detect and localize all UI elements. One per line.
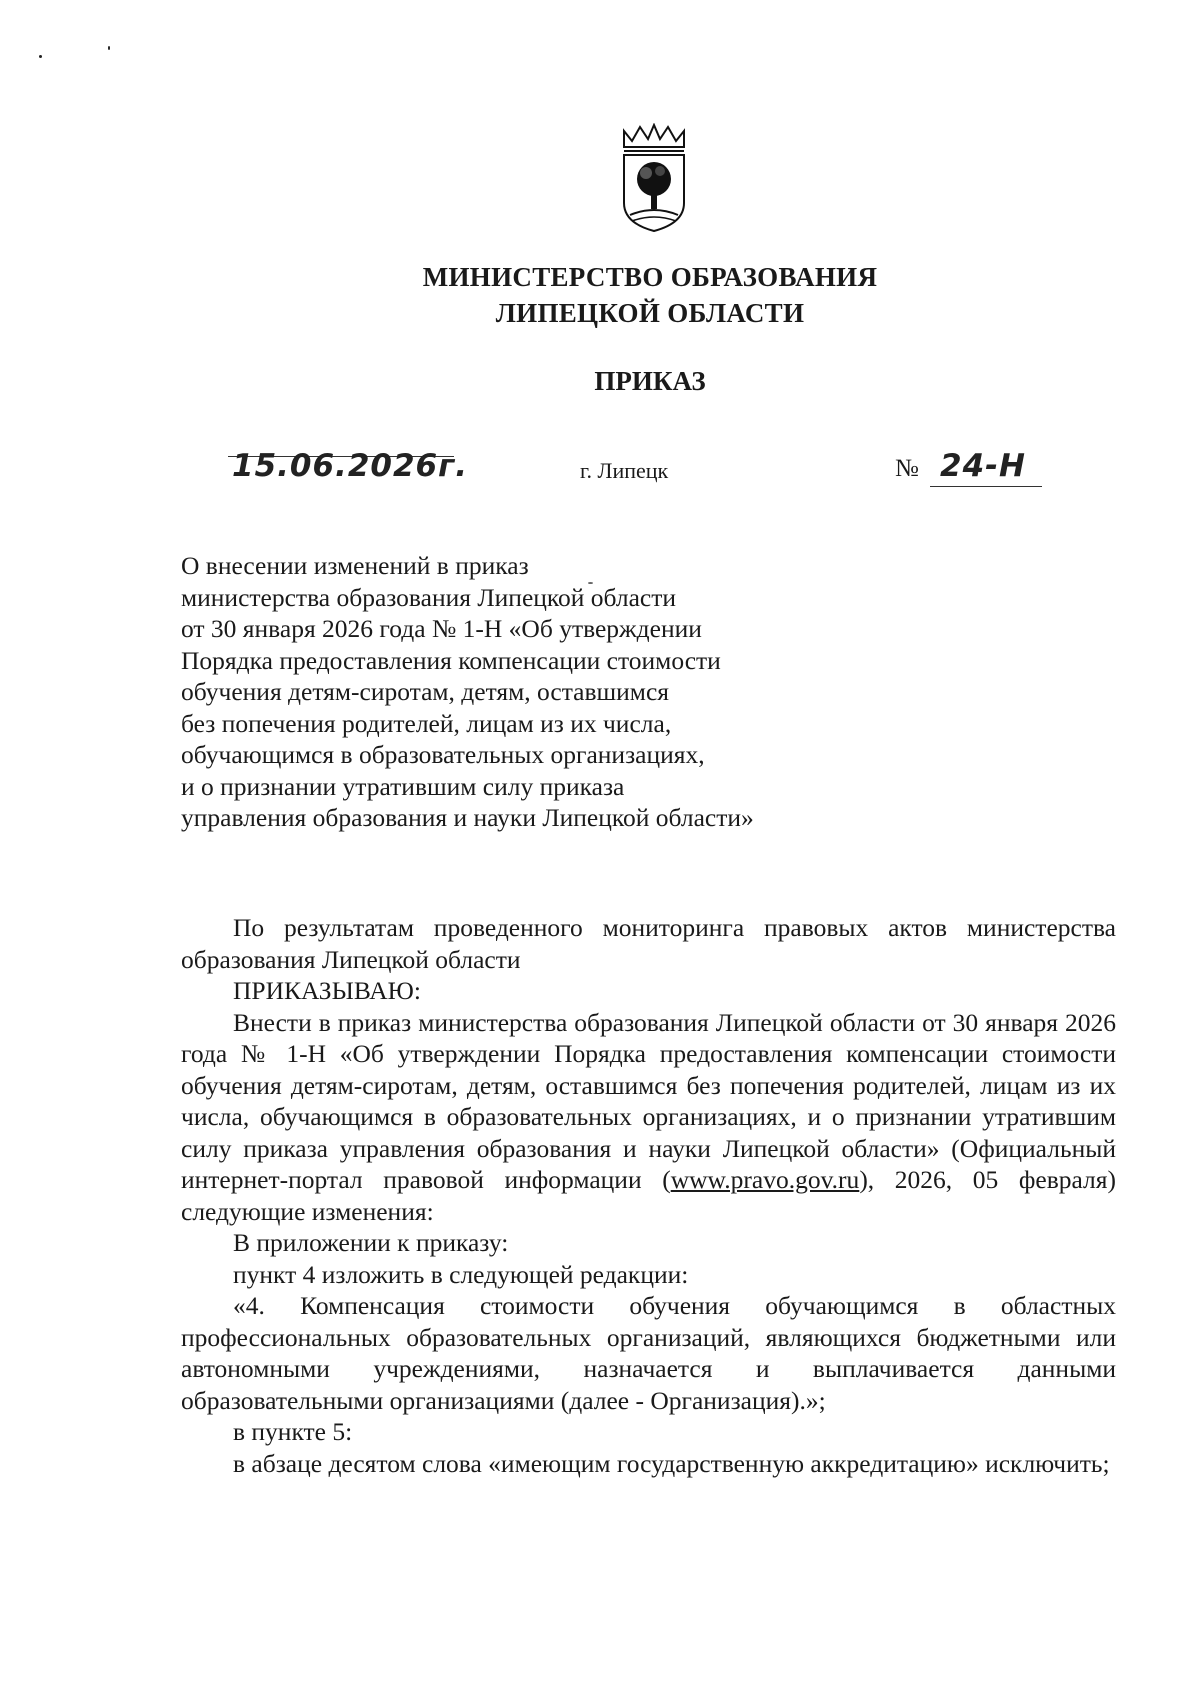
subject-line: Порядка предоставления компенсации стоимости <box>181 645 721 675</box>
body-paragraph-item4-text: «4. Компенсация стоимости обучения обучающимся в областных профессиональных образовательных организаций, являющихся бюджетными или автономными учреждениями, назначается и выплачивается данными образовательными организациями (далее - Организация).»; <box>181 1291 1116 1415</box>
amendment-text: Внести в приказ министерства образования Липецкой области от 30 января 2026 года № 1-Н «Об утверждении Порядка предоставления компенсации стоимости обучения детям-сиротам, детям, оставшимся без попечения родителей, лицам из их числа, обучающимся в образовательных организациях, и о признании утратившим силу приказа управления образования и науки Липецкой области» (Официальный интернет-портал правовой информации ( <box>181 1007 1116 1194</box>
order-keyword: ПРИКАЗЫВАЮ: <box>233 976 421 1005</box>
subject-line: обучения детям-сиротам, детям, оставшимся <box>181 677 669 706</box>
body-paragraph-basis: По результатам проведенного мониторинга правовых актов министерства образования Липецкой области <box>181 913 1116 974</box>
subject-line: от 30 января 2026 года № 1-Н «Об утверждении <box>181 614 702 643</box>
subject-line: министерства образования Липецкой области <box>181 582 677 612</box>
scan-speck <box>108 46 110 50</box>
subject-block <box>181 550 754 834</box>
body-paragraph-item5: в пункте 5: <box>233 1417 353 1446</box>
document-city: г. Липецк <box>580 458 669 483</box>
document-number: 24-Н <box>940 448 1026 484</box>
amendment-text-end: ), 2026, 05 февраля) следующие изменения: <box>181 1165 1116 1226</box>
lipetsk-coat-of-arms-emblem <box>618 123 690 235</box>
subject-line: управления образования и науки Липецкой области» <box>181 803 754 832</box>
number-underline <box>930 486 1042 487</box>
subject-line: обучающимся в образовательных организациях, <box>181 740 705 769</box>
ministry-name-line1: МИНИСТЕРСТВО ОБРАЗОВАНИЯ <box>422 262 878 292</box>
body-paragraph-appendix: В приложении к приказу: <box>233 1228 509 1257</box>
ministry-name-line2: ЛИПЕЦКОЙ ОБЛАСТИ <box>495 298 805 328</box>
subject-line: без попечения родителей, лицам из их числа, <box>181 708 672 738</box>
pravo-gov-link[interactable]: www.pravo.gov.ru <box>670 1165 860 1194</box>
scan-speck <box>39 55 42 58</box>
document-type: ПРИКАЗ <box>594 366 706 396</box>
body-paragraph-item5-text: в абзаце десятом слова «имеющим государственную аккредитацию» исключить; <box>233 1448 1110 1478</box>
document-body <box>181 912 1116 1479</box>
number-label: № <box>895 455 919 482</box>
document-date: 15.06.2026г. <box>232 448 469 484</box>
body-paragraph-amendment <box>181 1007 1116 1228</box>
subject-line: и о признании утратившим силу приказа <box>181 771 625 801</box>
body-paragraph-item4: пункт 4 изложить в следующей редакции: <box>233 1259 689 1289</box>
subject-line: О внесении изменений в приказ <box>181 551 529 580</box>
